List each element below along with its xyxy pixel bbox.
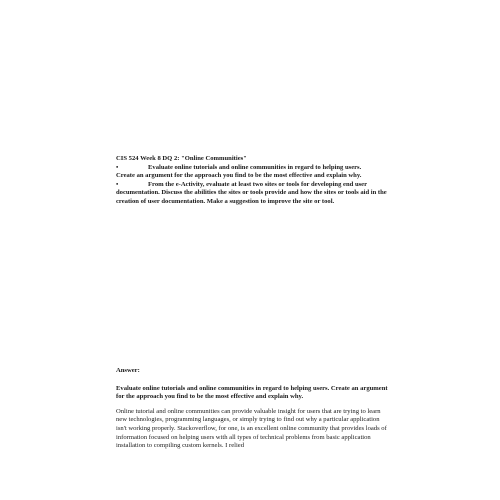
answer-body-text: Online tutorial and online communities can provide valuable insight for users that are trying to learn new technologies, programming languages, or simply trying to find out why a particular application isn't working properly. Stackoverflow, for one, is an excellent online community that provides loads of information focused on helping users with all types of technical problems from basic application installation to compiling custom kernels. I relied [116,407,387,450]
bullet-1-continuation: Create an argument for the approach you find to be the most effective and explain why. [116,172,362,180]
bullet-2-first-line: From the e-Activity, evaluate at least two sites or tools for developing end user [148,180,368,188]
answer-prompt: Evaluate online tutorials and online communities in regard to helping users. Create an argument for the approach you find to be the most effective and explain why. [116,384,388,401]
question-section [116,155,388,207]
bullet-1-first-line: Evaluate online tutorials and online communities in regard to helping users. [148,163,362,171]
bullet-marker: • [116,180,119,188]
bullet-item-1 [116,164,388,173]
bullet-2-continuation: documentation. Discuss the abilities the sites or tools provide and how the sites or tools aid in the creation of user documentation. Make a suggestion to improve the site or tool. [116,189,387,205]
bullet-item-2 [116,181,388,190]
bullet-marker: • [116,163,119,171]
question-title: CIS 524 Week 8 DQ 2: "Online Communities" [116,155,247,162]
answer-label: Answer: [116,367,140,374]
answer-section [116,367,388,460]
